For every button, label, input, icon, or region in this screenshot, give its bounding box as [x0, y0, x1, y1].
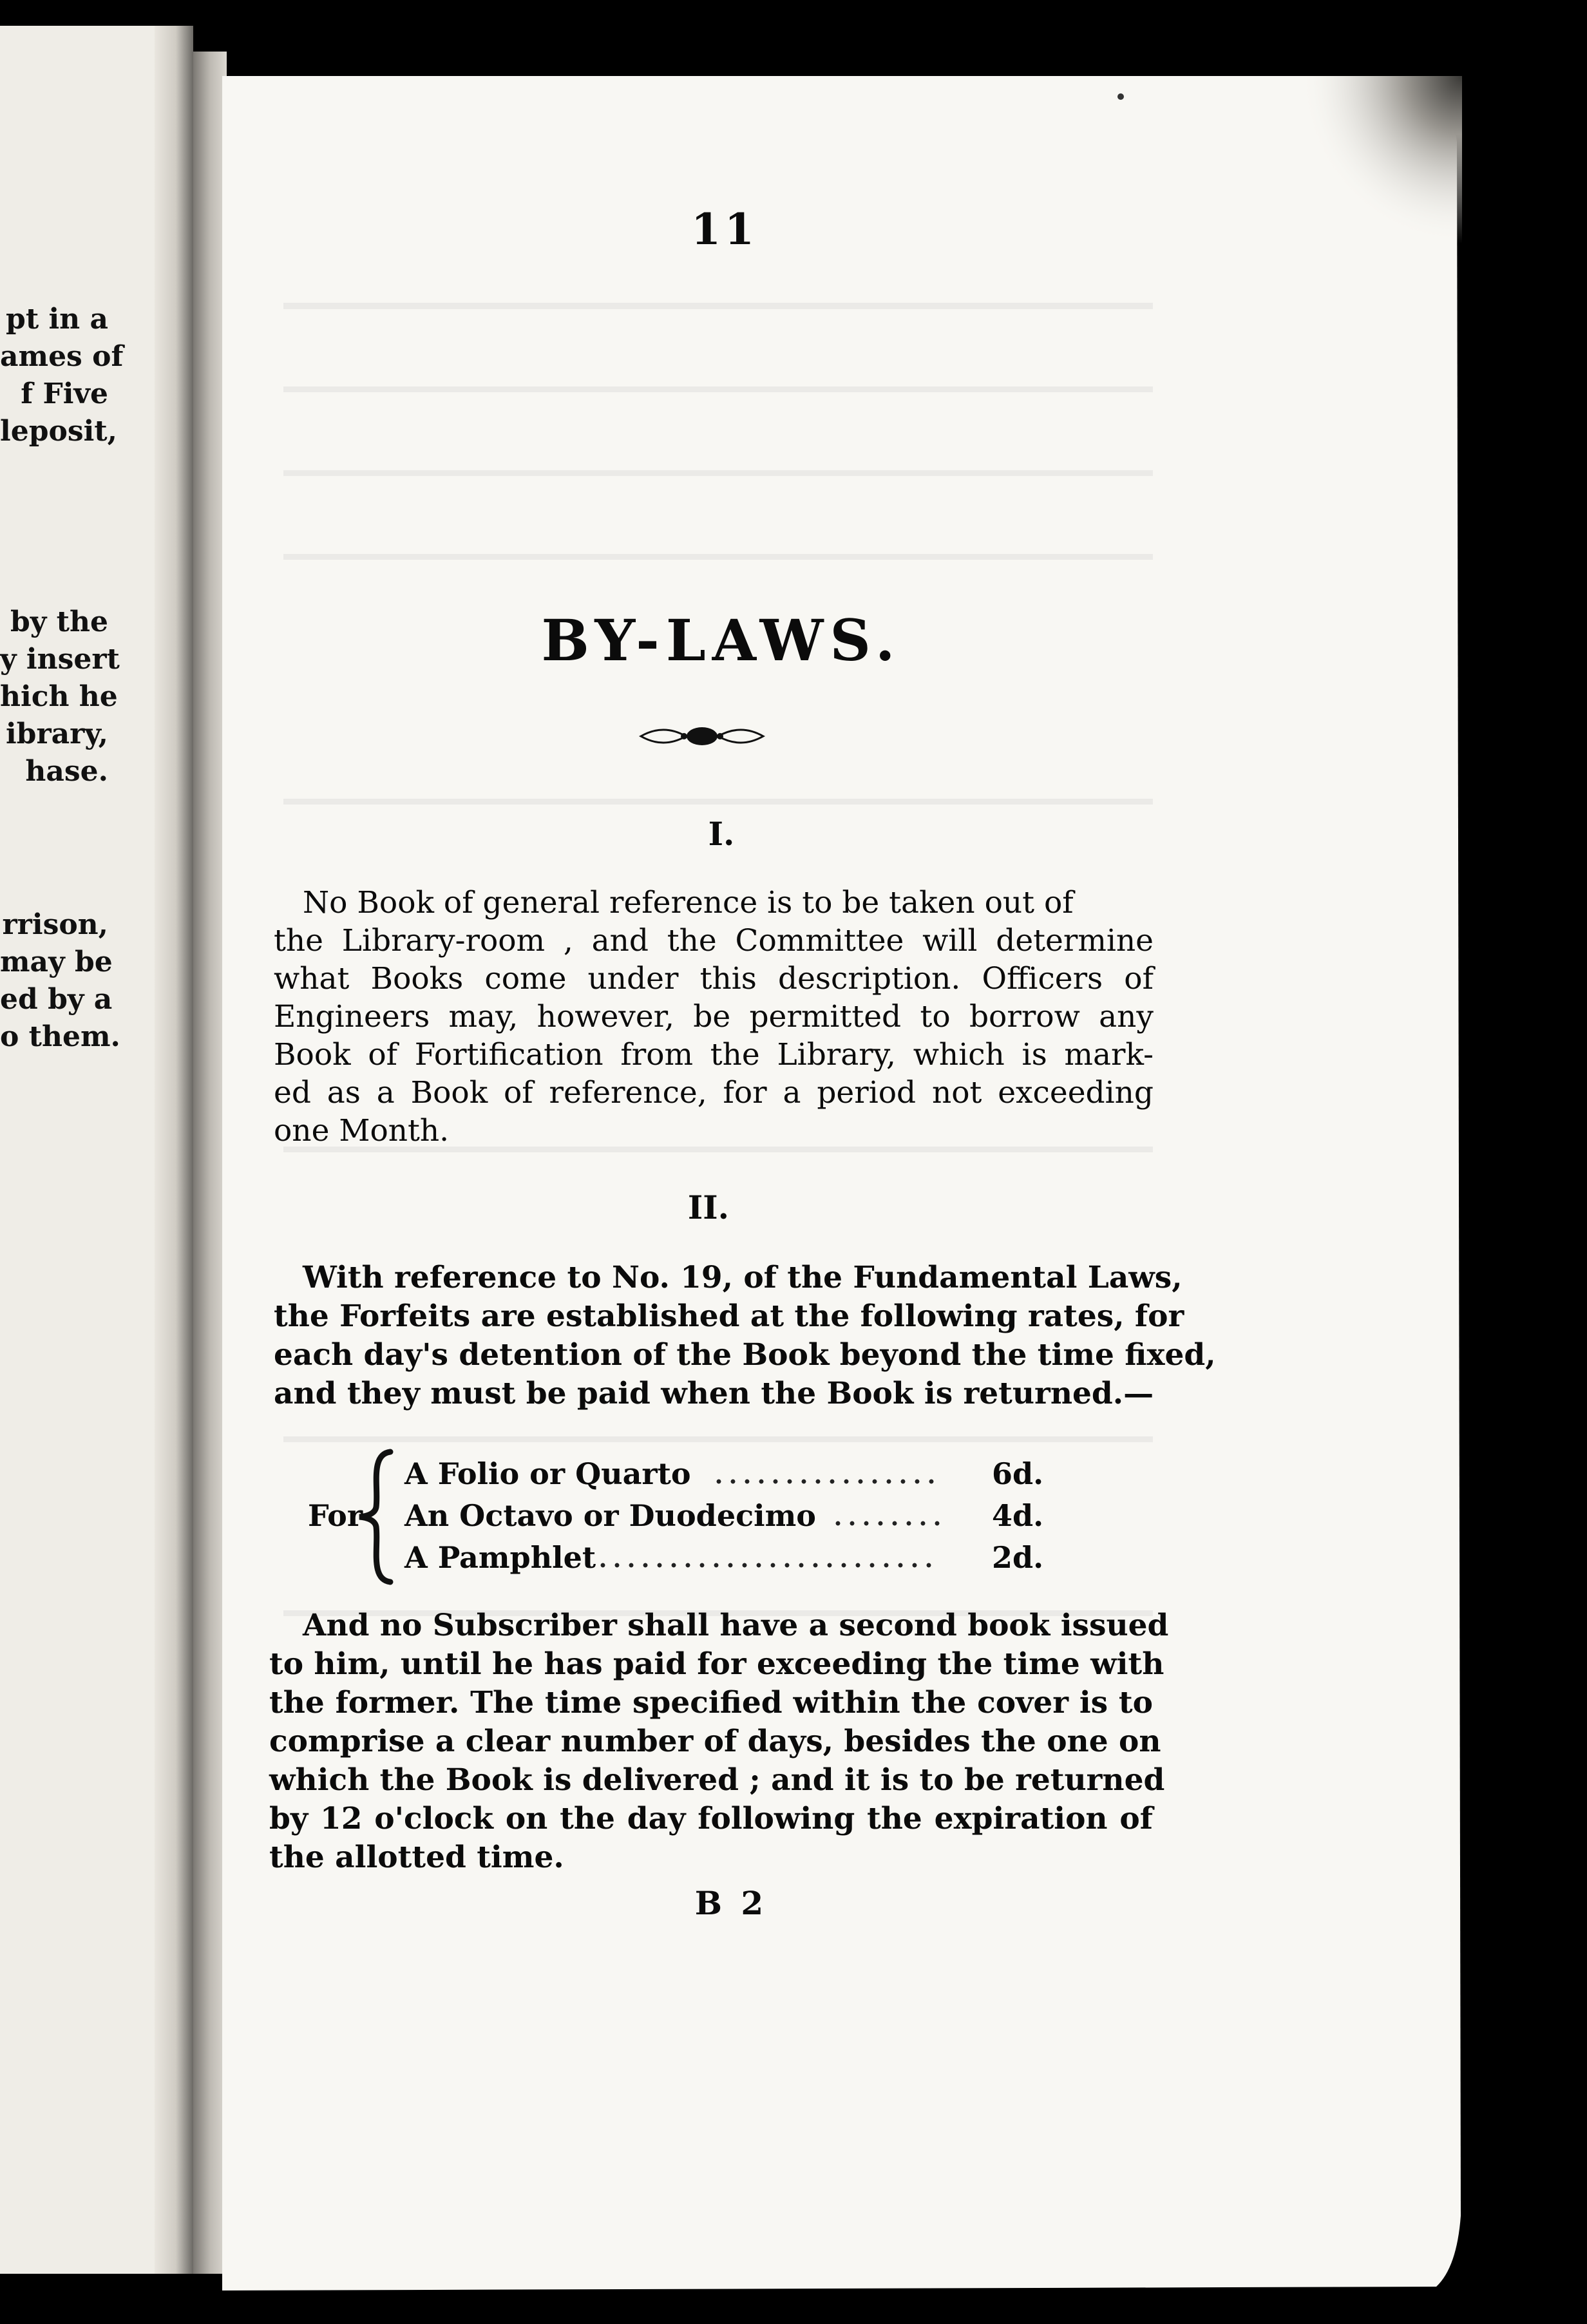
body-line: With reference to No. 19, of the Fundamental Laws, [303, 1260, 1183, 1295]
body-line: Engineers may, however, be permitted to borrow any [274, 999, 1154, 1034]
left-page-line: ed by a [0, 983, 113, 1016]
section-2-numeral: II. [687, 1188, 730, 1226]
body-line: Book of Fortification from the Library, which is mark- [274, 1037, 1154, 1072]
body-line: the former. The time specified within the cover is to [269, 1685, 1153, 1720]
rate-item: A Pamphlet [404, 1540, 596, 1575]
body-line: one Month. [274, 1113, 450, 1148]
leader-dots [831, 1520, 940, 1527]
left-page-line: f Five [21, 377, 108, 410]
left-page-line: may be [0, 946, 113, 978]
left-page-line: ames of [0, 340, 124, 373]
leader-dots [712, 1478, 940, 1485]
body-line: the Forfeits are established at the following rates, for [274, 1299, 1184, 1334]
body-line: And no Subscriber shall have a second book issued [303, 1608, 1169, 1643]
body-line: which the Book is delivered ; and it is to be returned [269, 1762, 1165, 1798]
body-line: the allotted time. [269, 1840, 564, 1875]
body-line: to him, until he has paid for exceeding the time with [269, 1646, 1164, 1682]
rates-for-label: For [308, 1498, 363, 1533]
body-line: ed as a Book of reference, for a period not exceeding [274, 1075, 1154, 1110]
left-page-line: ibrary, [5, 718, 108, 750]
left-page-line: leposit, [0, 415, 117, 448]
ornament-divider [638, 720, 766, 752]
section-1-numeral: I. [708, 815, 735, 853]
left-page-line: o them. [0, 1020, 120, 1053]
rate-price: 4d. [992, 1498, 1044, 1533]
body-line: what Books come under this description. Officers of [274, 961, 1154, 996]
left-page-line: by the [10, 605, 108, 638]
left-page-line: hase. [25, 755, 108, 788]
body-line: by 12 o'clock on the day following the expiration of [269, 1801, 1153, 1836]
rate-item: A Folio or Quarto [404, 1456, 691, 1491]
left-page-line: hich he [0, 680, 118, 713]
rate-price: 2d. [992, 1540, 1044, 1575]
body-line: No Book of general reference is to be taken out of [303, 885, 1074, 920]
body-line: each day's detention of the Book beyond the time fixed, [274, 1337, 1216, 1373]
left-page-line: rrison, [2, 908, 108, 941]
signature-mark: B 2 [694, 1884, 768, 1922]
page-number: 11 [691, 204, 758, 254]
section-title: BY-LAWS. [541, 607, 902, 674]
leader-dots [596, 1562, 940, 1568]
body-line: and they must be paid when the Book is returned.— [274, 1376, 1154, 1411]
rate-item: An Octavo or Duodecimo [404, 1498, 816, 1533]
left-page-line: pt in a [6, 303, 108, 336]
body-line: the Library-room , and the Committee will determine [274, 923, 1154, 958]
left-page-line: y insert [0, 643, 120, 676]
body-line: comprise a clear number of days, besides the one on [269, 1724, 1161, 1759]
rate-price: 6d. [992, 1456, 1044, 1491]
